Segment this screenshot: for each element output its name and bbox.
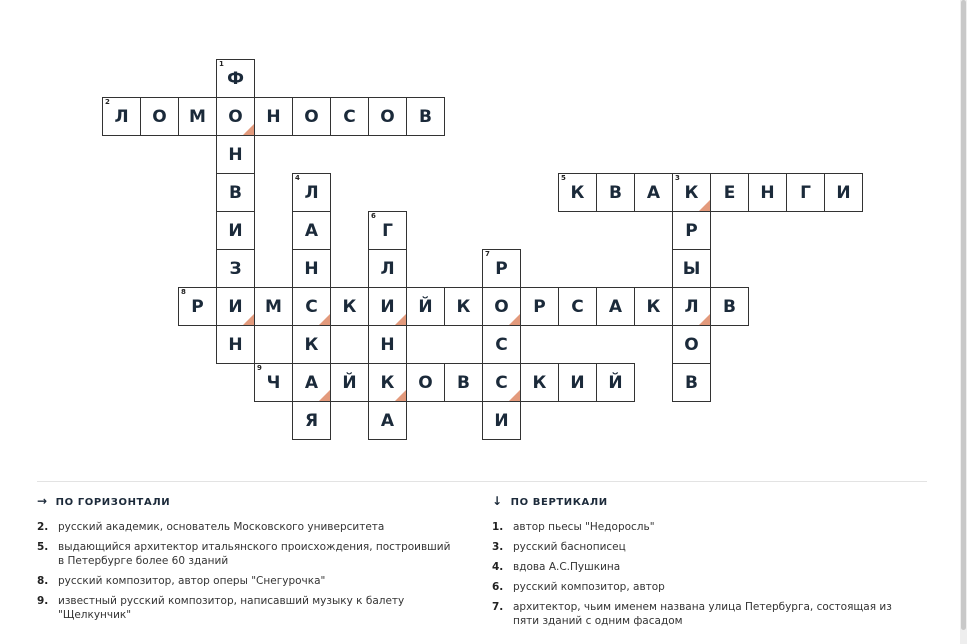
grid-cell[interactable] [672,211,711,250]
cell-letter: Й [418,296,433,317]
grid-cell[interactable] [406,97,445,136]
grid-cell[interactable] [292,249,331,288]
clue-item [492,540,912,554]
clue-number: 7. [492,601,504,613]
cell-letter: Л [304,182,319,203]
clue-text: известный русский композитор, написавший музыку к балету "Щелкунчик" [58,595,405,621]
cell-letter: И [380,296,395,317]
cell-letter: Н [760,182,775,203]
grid-cell[interactable] [292,97,331,136]
cell-number: 4 [295,174,300,182]
grid-cell[interactable] [520,363,559,402]
grid-cell[interactable] [672,325,711,364]
grid-cell[interactable] [292,325,331,364]
clue-item [37,540,457,568]
down-heading-label: ПО ВЕРТИКАЛИ [510,497,608,508]
cell-letter: Ы [682,258,701,279]
grid-cell[interactable] [216,97,255,136]
grid-cell[interactable] [254,97,293,136]
grid-cell[interactable] [558,363,597,402]
grid-cell[interactable] [786,173,825,212]
grid-cell[interactable] [292,401,331,440]
clue-text: архитектор, чьим именем названа улица Петербурга, состоящая из пяти зданий с одним фасадом [513,601,892,627]
clue-item [37,594,457,622]
grid-cell[interactable] [140,97,179,136]
grid-cell[interactable] [292,363,331,402]
down-arrow-icon: ↓ [492,494,503,508]
grid-cell[interactable] [596,287,635,326]
cell-letter: Н [304,258,319,279]
grid-cell[interactable] [368,287,407,326]
grid-cell[interactable] [292,211,331,250]
across-heading-label: ПО ГОРИЗОНТАЛИ [55,497,171,508]
grid-cell[interactable] [596,173,635,212]
cell-letter: К [570,182,585,203]
page-scrollbar[interactable] [960,0,967,644]
grid-cell[interactable] [672,173,711,212]
cell-letter: И [494,410,509,431]
grid-cell[interactable] [216,173,255,212]
clue-text: русский композитор, автор [513,581,665,593]
cell-letter: И [228,220,243,241]
cell-letter: С [343,106,356,127]
cell-letter: О [380,106,395,127]
grid-cell[interactable] [330,97,369,136]
clue-item [37,574,457,588]
grid-cell[interactable] [672,363,711,402]
cell-number: 7 [485,250,490,258]
cell-letter: В [457,372,470,393]
grid-cell[interactable] [368,363,407,402]
cell-letter: К [532,372,547,393]
down-heading [492,494,912,508]
grid-cell[interactable] [710,173,749,212]
clue-text: русский академик, основатель Московского университета [58,521,385,533]
cell-number: 6 [371,212,376,220]
grid-cell[interactable] [634,287,673,326]
cell-letter: З [229,258,242,279]
grid-cell[interactable] [482,401,521,440]
grid-cell[interactable] [482,287,521,326]
cell-letter: В [609,182,622,203]
cell-letter: Я [304,410,319,431]
grid-cell[interactable] [672,287,711,326]
clue-item [492,580,912,594]
grid-cell[interactable] [368,401,407,440]
cell-letter: Н [228,334,243,355]
cell-number: 1 [219,60,224,68]
clue-number: 9. [37,595,49,607]
grid-cell[interactable] [216,249,255,288]
clue-text: русский композитор, автор оперы "Снегурочка" [58,575,326,587]
divider [37,481,927,482]
cell-letter: Л [684,296,699,317]
clue-number: 3. [492,541,504,553]
clue-item [492,600,912,628]
cell-number: 8 [181,288,186,296]
clue-item [37,520,457,534]
cell-letter: О [228,106,243,127]
clue-item [492,520,912,534]
grid-cell[interactable] [216,325,255,364]
grid-cell[interactable] [368,249,407,288]
grid-cell[interactable] [292,173,331,212]
cell-letter: Й [608,372,623,393]
grid-cell[interactable] [558,287,597,326]
cell-letter: И [836,182,851,203]
clue-number: 2. [37,521,49,533]
clue-number: 6. [492,581,504,593]
grid-cell[interactable] [368,97,407,136]
cell-letter: А [646,182,661,203]
grid-cell[interactable] [368,325,407,364]
clue-text: русский баснописец [513,541,626,553]
grid-cell[interactable] [672,249,711,288]
grid-cell[interactable] [292,287,331,326]
grid-cell[interactable] [406,363,445,402]
grid-cell[interactable] [520,287,559,326]
grid-cell[interactable] [254,363,293,402]
grid-cell[interactable] [558,173,597,212]
clue-number: 4. [492,561,504,573]
cell-letter: Н [380,334,395,355]
grid-cell[interactable] [216,211,255,250]
scrollbar-thumb[interactable] [961,0,966,630]
cell-letter: Л [380,258,395,279]
cell-letter: А [380,410,395,431]
clue-item [492,560,912,574]
cell-letter: Р [191,296,204,317]
grid-cell[interactable] [710,287,749,326]
clue-number: 8. [37,575,49,587]
grid-cell[interactable] [178,97,217,136]
cell-letter: М [265,296,282,317]
grid-cell[interactable] [482,363,521,402]
cell-letter: В [229,182,242,203]
across-clues-panel [37,494,457,628]
cell-letter: И [570,372,585,393]
cell-letter: С [305,296,318,317]
grid-cell[interactable] [634,173,673,212]
cell-letter: В [419,106,432,127]
cell-number: 5 [561,174,566,182]
cell-letter: С [495,334,508,355]
cell-letter: А [304,372,319,393]
grid-cell[interactable] [216,59,255,98]
grid-cell[interactable] [330,287,369,326]
cell-letter: Г [382,220,393,241]
cell-letter: Е [723,182,736,203]
cell-letter: В [723,296,736,317]
down-clues-panel [492,494,912,634]
cell-letter: К [456,296,471,317]
cell-letter: Р [685,220,698,241]
cell-letter: А [608,296,623,317]
cell-number: 3 [675,174,680,182]
cell-letter: И [228,296,243,317]
cell-letter: Н [228,144,243,165]
grid-cell[interactable] [178,287,217,326]
cell-letter: К [684,182,699,203]
grid-cell[interactable] [482,249,521,288]
cell-letter: С [495,372,508,393]
cell-letter: Р [495,258,508,279]
clue-text: автор пьесы "Недоросль" [513,521,655,533]
clue-text: вдова А.С.Пушкина [513,561,621,573]
across-heading [37,494,457,508]
grid-cell[interactable] [444,287,483,326]
cell-letter: М [189,106,206,127]
grid-cell[interactable] [216,135,255,174]
cell-letter: Р [533,296,546,317]
cell-letter: К [342,296,357,317]
cell-letter: К [646,296,661,317]
grid-cell[interactable] [824,173,863,212]
right-arrow-icon: → [37,494,48,508]
cell-letter: К [380,372,395,393]
cell-letter: О [418,372,433,393]
grid-cell[interactable] [444,363,483,402]
grid-cell[interactable] [406,287,445,326]
cell-number: 2 [105,98,110,106]
grid-cell[interactable] [368,211,407,250]
cell-letter: Л [114,106,129,127]
cell-letter: О [304,106,319,127]
grid-cell[interactable] [216,287,255,326]
cell-letter: Ч [266,372,281,393]
cell-letter: О [494,296,509,317]
cell-letter: О [152,106,167,127]
cell-number: 9 [257,364,262,372]
grid-cell[interactable] [102,97,141,136]
clue-text: выдающийся архитектор итальянского происхождения, построивший в Петербурге более 60 зданий [58,541,451,567]
grid-cell[interactable] [254,287,293,326]
grid-cell[interactable] [330,363,369,402]
cell-letter: О [684,334,699,355]
cell-letter: В [685,372,698,393]
cell-letter: Г [800,182,811,203]
grid-cell[interactable] [748,173,787,212]
clue-number: 5. [37,541,49,553]
cell-letter: А [304,220,319,241]
cell-letter: Й [342,372,357,393]
clue-number: 1. [492,521,504,533]
grid-cell[interactable] [482,325,521,364]
cell-letter: К [304,334,319,355]
cell-letter: С [571,296,584,317]
cell-letter: Н [266,106,281,127]
grid-cell[interactable] [596,363,635,402]
cell-letter: Ф [227,68,244,89]
